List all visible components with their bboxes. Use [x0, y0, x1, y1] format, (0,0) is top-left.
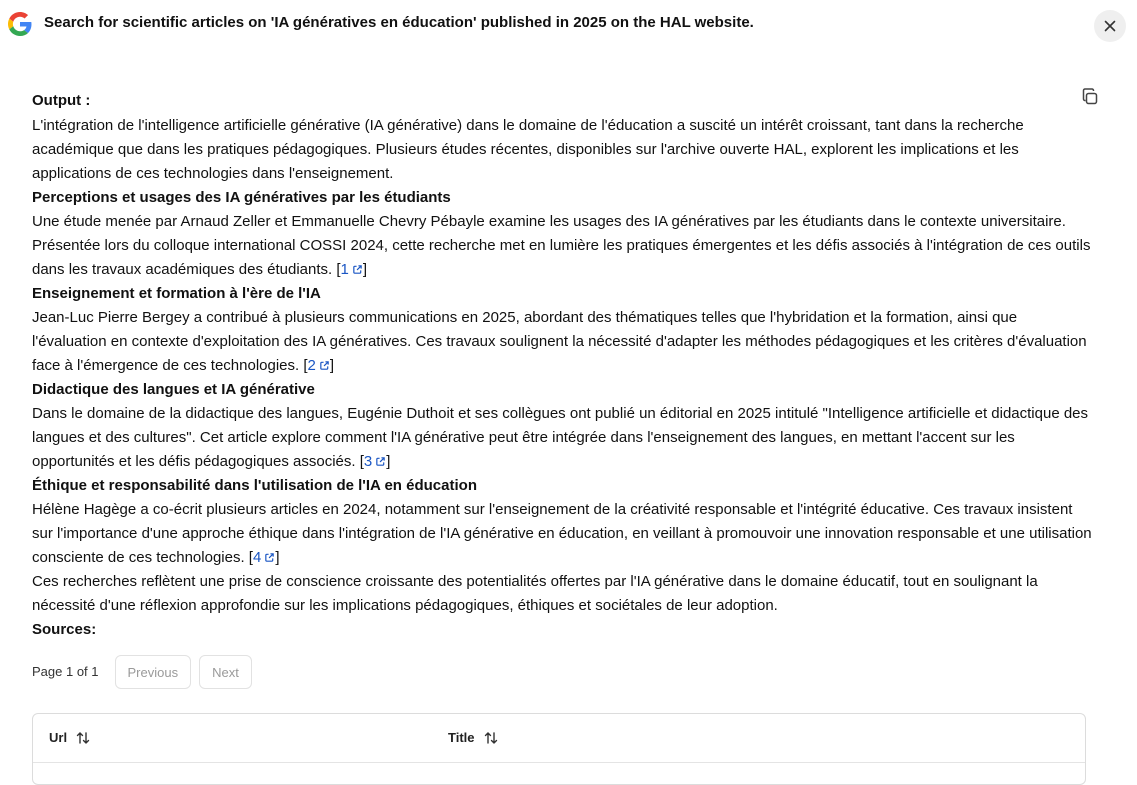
section-heading: Enseignement et formation à l'ère de l'IA: [32, 285, 321, 302]
external-link-icon: [319, 360, 330, 371]
section-paragraph: Hélène Hagège a co-écrit plusieurs articles en 2024, notamment sur l'enseignement de la créativité responsable et l'intégrité éducative. Ces travaux insistent sur l'importance d'une approche éthique dans l'intégration de l'IA générative en éducation, en veillant à promouvoir une innovation responsable et une utilisation consciente de ces technologies. [4 ]: [32, 501, 1092, 566]
column-label: Title: [448, 730, 475, 745]
citation-link[interactable]: [364, 453, 386, 470]
external-link-icon: [264, 552, 275, 563]
section-text: Dans le domaine de la didactique des langues, Eugénie Duthoit et ses collègues ont publié un éditorial en 2025 intitulé "Intelligence artificielle et didactique des langues et des cultures". Cet article explore comment l'IA générative peut être intégrée dans l'enseignement des langues, en mettant l'accent sur les opportunités et les défis pédagogiques associés.: [32, 405, 1089, 470]
google-logo-icon: [8, 12, 32, 36]
previous-button[interactable]: Previous: [115, 655, 192, 689]
column-header-url[interactable]: [49, 714, 91, 762]
conclusion-paragraph: Ces recherches reflètent une prise de conscience croissante des potentialités offertes par l'IA générative dans le domaine éducatif, tout en soulignant la nécessité d'une réflexion approfondie sur les implications pédagogiques, éthiques et sociétales de leur adoption.: [32, 573, 1038, 614]
section-heading: Didactique des langues et IA générative: [32, 381, 315, 398]
sort-icon: [75, 730, 91, 746]
section-heading: Éthique et responsabilité dans l'utilisation de l'IA en éducation: [32, 477, 477, 494]
pagination: [32, 654, 1092, 690]
section-paragraph: Jean-Luc Pierre Bergey a contribué à plusieurs communications en 2025, abordant des thématiques telles que l'hybridation et la formation, ainsi que l'évaluation en contexte d'exploitation des IA génératives. Ces travaux soulignent la nécessité d'adapter les méthodes pédagogiques et les critères d'évaluation face à l'émergence de ces technologies. [2 ]: [32, 309, 1087, 374]
citation-number: 2: [307, 357, 316, 374]
citation-link[interactable]: [308, 357, 330, 374]
section-text: Jean-Luc Pierre Bergey a contribué à plusieurs communications en 2025, abordant des thématiques telles que l'hybridation et la formation, ainsi que l'évaluation en contexte d'exploitation des IA génératives. Ces travaux soulignent la nécessité d'adapter les méthodes pédagogiques et les critères d'évaluation face à l'émergence de ces technologies.: [32, 309, 1087, 374]
sources-label: Sources:: [32, 621, 97, 638]
next-button[interactable]: Next: [199, 655, 252, 689]
dialog-header: [0, 0, 1137, 50]
section-paragraph: Dans le domaine de la didactique des langues, Eugénie Duthoit et ses collègues ont publié un éditorial en 2025 intitulé "Intelligence artificielle et didactique des langues et des cultures". Cet article explore comment l'IA générative peut être intégrée dans l'enseignement des langues, en mettant l'accent sur les opportunités et les défis pédagogiques associés. [3 ]: [32, 405, 1089, 470]
column-header-title[interactable]: [448, 714, 499, 762]
external-link-icon: [352, 264, 363, 275]
dialog-title: Search for scientific articles on 'IA génératives en éducation' published in 2025 on the HAL website.: [44, 14, 754, 31]
section-paragraph: Une étude menée par Arnaud Zeller et Emmanuelle Chevry Pébayle examine les usages des IA génératives par les étudiants dans le contexte universitaire. Présentée lors du colloque international COSSI 2024, cette recherche met en lumière les pratiques émergentes et les défis associés à l'intégration de ces outils dans les travaux académiques des étudiants. [1 ]: [32, 213, 1091, 278]
output-content: [32, 88, 1092, 690]
output-label: Output :: [32, 92, 91, 109]
close-icon: [1104, 20, 1116, 32]
citation-link[interactable]: [341, 261, 363, 278]
citation-number: 1: [340, 261, 349, 278]
citation-link[interactable]: [253, 549, 275, 566]
sources-table: [32, 713, 1086, 785]
close-button[interactable]: [1094, 10, 1126, 42]
table-header: [33, 714, 1085, 763]
section-text: Hélène Hagège a co-écrit plusieurs articles en 2024, notamment sur l'enseignement de la créativité responsable et l'intégrité éducative. Ces travaux insistent sur l'importance d'une approche éthique dans l'intégration de l'IA générative en éducation, en veillant à promouvoir une innovation responsable et une utilisation consciente de ces technologies.: [32, 501, 1092, 566]
column-label: Url: [49, 730, 68, 745]
intro-paragraph: L'intégration de l'intelligence artificielle générative (IA générative) dans le domaine de l'éducation a suscité un intérêt croissant, tant dans la recherche académique que dans les pratiques pédagogiques. Plusieurs études récentes, disponibles sur l'archive ouverte HAL, explorent les implications et les applications de ces technologies dans l'enseignement.: [32, 117, 1024, 182]
sort-icon: [483, 730, 499, 746]
external-link-icon: [375, 456, 386, 467]
citation-number: 4: [252, 549, 262, 566]
page-info: Page 1 of 1: [32, 664, 99, 679]
citation-number: 3: [363, 453, 373, 470]
section-text: Une étude menée par Arnaud Zeller et Emmanuelle Chevry Pébayle examine les usages des IA génératives par les étudiants dans le contexte universitaire. Présentée lors du colloque international COSSI 2024, cette recherche met en lumière les pratiques émergentes et les défis associés à l'intégration de ces outils dans les travaux académiques des étudiants.: [32, 213, 1091, 278]
section-heading: Perceptions et usages des IA génératives par les étudiants: [32, 189, 451, 206]
